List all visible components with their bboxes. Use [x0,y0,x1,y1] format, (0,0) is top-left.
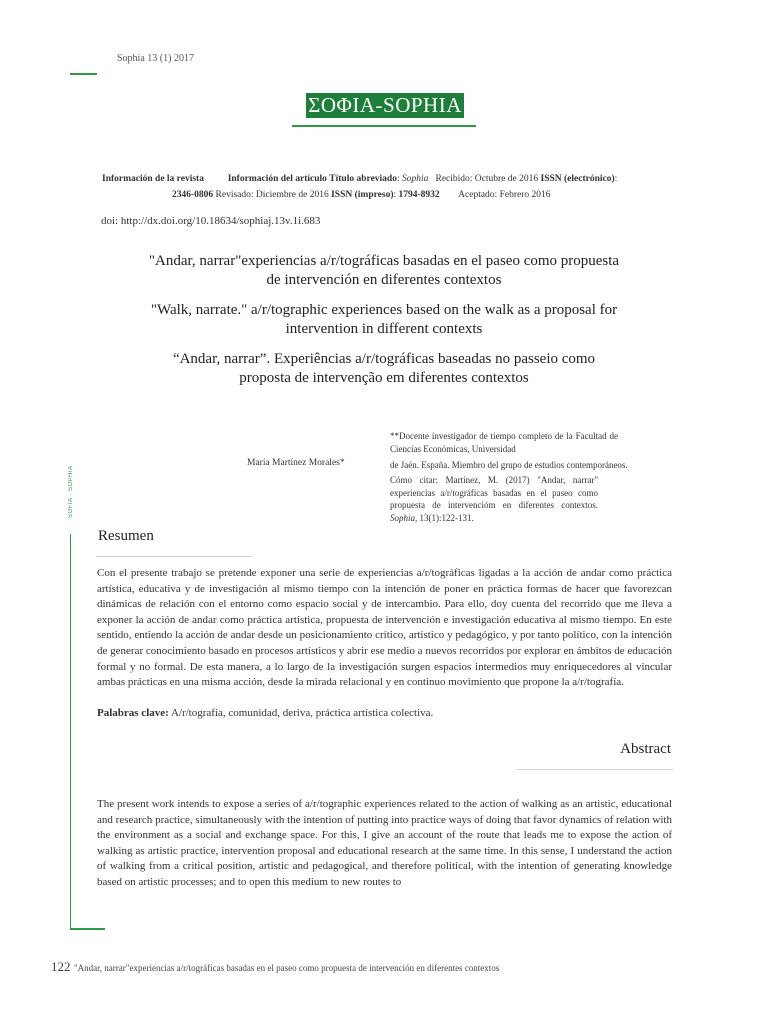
page-number: 122 [51,959,71,974]
info-revista: Información de la revista [102,174,204,184]
citation-block [390,474,598,524]
citation-journal: Sophia, [390,512,418,523]
info-aceptado: Aceptado: Febrero 2016 [458,190,551,200]
resumen-heading: Resumen [98,528,154,544]
title-es-line-1: "Andar, narrar"experiencias a/r/tográficas basadas en el paseo como propuesta [148,253,620,269]
journal-issue: Sophia 13 (1) 2017 [117,53,194,64]
citation-pages: 13(1):122-131. [419,512,474,523]
info-issn-p: 1794-8932 [398,190,440,200]
info-issn-e: 2346-0806 [172,190,214,200]
citation-text: Cómo citar: Martínez, M. (2017) "Andar, narrar" experiencias a/r/tográficas basadas en el paseo como propuesta de intervencióm en diferentes contextos. [390,475,598,510]
title-pt-line-2: proposta de intervenção em diferentes contextos [239,370,529,386]
keywords [97,706,672,722]
resumen-body: Con el presente trabajo se pretende exponer una serie de experiencias a/r/tográficas ligadas a la acción de andar como práctica artística, educativa y de investigación al mismo tiempo con la intención de poner en práctica formas de hacer que favorezcan dinámicas de relación con el entorno como espacio social y de intercambio. Para ello, doy cuenta del recorrido que me lleva a exponer la acción de andar como práctica artística, propuesta de intervención e investigación educativa al mismo tiempo. En este sentido, entiendo la acción de andar desde un posicionamiento crítico, artístico y pedagógico, y por tanto político, con la intención de generar conocimiento basado en procesos artísticos y abrir ese medio a nuevos recorridos por explorar en ámbitos de educación formal y no formal. De esta manera, a lo largo de la investigación surgen espacios intermedios muy enriquecedores al vincular ambas prácticas en una misma acción, desde la mirada relacional y en continuo movimiento que propone la a/r/tografía. [97,567,672,689]
info-issn-p-label: ISSN (impreso) [331,190,394,200]
title-portuguese [90,350,678,388]
running-title: "Andar, narrar"experiencias a/r/tográficas basadas en el paseo como propuesta de intervención en diferentes contextos [74,963,500,973]
author-affiliation-1: **Docente investigador de tiempo completo de la Facultad de Ciencias Económicas, Universidad [390,431,618,454]
title-es-line-2: de intervención en diferentes contextos [266,272,502,288]
info-titulo-value: Sophia [401,174,429,184]
article-info-line-1: Información de la revista Información del artículo Título abreviado: Sophia Recibido: Octubre de 2016 ISSN (electrónico): [102,174,618,184]
resumen-rule [96,556,252,557]
abstract-heading: Abstract [620,741,671,757]
author-affiliation-2: de Jaén. España. Miembro del grupo de estudios contemporáneos. [390,460,628,470]
title-english [90,301,678,339]
info-titulo-label: Título abreviado [329,174,397,184]
doi-link[interactable]: doi: http://dx.doi.org/10.18634/sophiaj.13v.1i.683 [101,215,321,227]
info-issn-e-label: ISSN (electrónico) [540,174,615,184]
article-info-line-2: 2346-0806 Revisado: Diciembre de 2016 ISSN (impreso): 1794-8932 Aceptado: Febrero 2016 [172,190,551,200]
info-revisado: Revisado: Diciembre de 2016 [215,190,329,200]
keywords-value: A/r/tografía, comunidad, deriva, práctica artística colectiva. [170,707,434,719]
title-spanish [90,252,678,290]
bottom-left-rule [70,928,105,930]
title-en-line-1: "Walk, narrate." a/r/tographic experiences based on the walk as a proposal for [150,302,618,318]
keywords-label: Palabras clave: [97,707,169,719]
info-articulo: Información del artículo [227,174,327,184]
title-en-line-2: intervention in different contexts [285,321,483,337]
abstract-rule [516,769,673,770]
info-recibido: Recibido: Octubre de 2016 [435,174,539,184]
author-name: María Martínez Morales* [247,458,345,468]
side-journal-label: SOFIA · SOPHIA [68,465,74,518]
logo-underline [292,125,476,127]
abstract-body: The present work intends to expose a series of a/r/tographic experiences related to the action of walking as an artistic, educational and research practice, simultaneously with the intention of putting into practice ways of doing that favor dynamics of relation with the environment as a social and exchange space. For this, I give an account of the route that leads me to expose the action of walking as artistic practice, intervention proposal and educational research at the same time. In this sense, I understand the action of walking from a critical position, artistic and pedagogical, and therefore political, with the intention of generating knowledge based on artistic processes; and to open this medium to new routes to [97,798,672,888]
top-left-rule [70,73,97,75]
journal-logo: ΣΟΦΙΑ-SOPHIA [306,93,464,118]
side-vertical-rule [70,534,71,929]
title-pt-line-1: “Andar, narrar”. Experiências a/r/tográficas baseadas no passeio como [172,351,596,367]
